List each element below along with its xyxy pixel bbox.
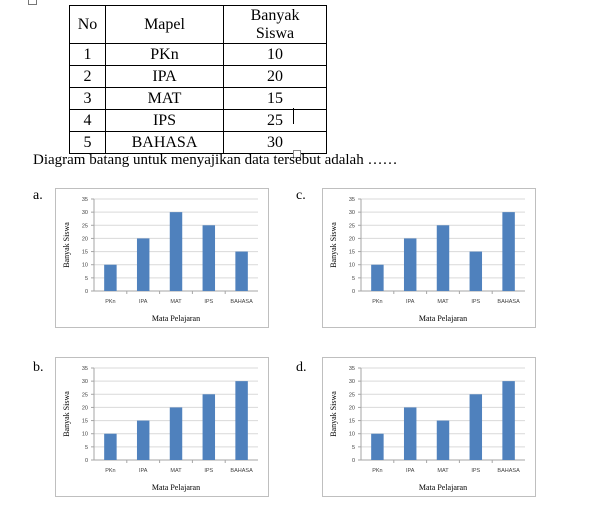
y-tick-label: 5 (351, 275, 355, 282)
bar-bahasa (235, 381, 247, 460)
bar-chart-svg (323, 189, 535, 327)
x-tick-label: BAHASA (497, 299, 520, 305)
y-tick-label: 25 (348, 223, 355, 230)
y-tick-label: 20 (81, 236, 88, 243)
y-tick-label: 35 (348, 197, 355, 203)
x-tick-label: IPA (405, 299, 415, 305)
x-tick-label: IPS (471, 468, 481, 474)
y-axis-title: Banyak Siswa (62, 391, 71, 437)
cell-no: 4 (70, 110, 106, 132)
cell-mapel: IPS (106, 110, 224, 132)
y-tick-label: 15 (81, 249, 88, 256)
bar-ipa (137, 238, 149, 291)
y-tick-label: 30 (348, 210, 355, 217)
y-tick-label: 15 (348, 249, 355, 256)
bar-mat (170, 212, 182, 291)
y-axis-title: Banyak Siswa (329, 391, 338, 437)
bar-ips (203, 225, 215, 291)
header-banyak-line2: Siswa (255, 24, 295, 42)
bar-pkn (371, 434, 383, 460)
x-tick-label: IPS (471, 299, 481, 305)
bar-chart-svg (56, 358, 268, 496)
chart-option-d[interactable] (322, 357, 536, 497)
y-tick-label: 10 (81, 431, 88, 438)
y-tick-label: 25 (81, 223, 88, 230)
cell-mapel: PKn (106, 44, 224, 66)
bar-ips (203, 394, 215, 460)
y-tick-label: 25 (81, 392, 88, 399)
y-tick-label: 0 (84, 458, 88, 464)
y-tick-label: 25 (348, 392, 355, 399)
y-tick-label: 5 (351, 444, 355, 451)
header-banyak-siswa (224, 6, 327, 44)
y-tick-label: 10 (81, 262, 88, 269)
x-tick-label: BAHASA (230, 299, 253, 305)
chart-option-a[interactable] (55, 188, 269, 328)
cell-banyak: 15 (224, 88, 327, 110)
y-tick-label: 20 (348, 405, 355, 412)
x-tick-label: MAT (437, 299, 449, 305)
option-c-label[interactable]: c. (296, 188, 306, 203)
text-cursor (293, 108, 294, 124)
bar-bahasa (502, 381, 514, 460)
x-axis-title: Mata Pelajaran (418, 314, 468, 323)
bar-ips (470, 252, 482, 291)
x-tick-label: MAT (170, 468, 182, 474)
option-d-label[interactable]: d. (296, 360, 307, 375)
header-banyak-line1: Banyak (250, 6, 300, 24)
bar-mat (437, 225, 449, 291)
y-tick-label: 30 (348, 379, 355, 386)
cut-off-text-line (44, 0, 254, 1)
y-tick-label: 15 (348, 418, 355, 425)
x-tick-label: PKn (372, 468, 383, 474)
bar-bahasa (235, 252, 247, 291)
y-axis-title: Banyak Siswa (329, 222, 338, 268)
bar-pkn (371, 265, 383, 291)
x-tick-label: PKn (372, 299, 383, 305)
cell-banyak: 10 (224, 44, 327, 66)
bar-pkn (104, 265, 116, 291)
chart-option-b[interactable] (55, 357, 269, 497)
bar-ipa (404, 407, 416, 460)
table-row (70, 88, 327, 110)
cell-mapel: IPA (106, 66, 224, 88)
cell-no: 3 (70, 88, 106, 110)
y-tick-label: 5 (84, 275, 88, 282)
x-axis-title: Mata Pelajaran (418, 483, 468, 492)
y-tick-label: 35 (81, 366, 88, 372)
x-tick-label: IPS (204, 468, 214, 474)
y-tick-label: 35 (81, 197, 88, 203)
cell-mapel: MAT (106, 88, 224, 110)
x-tick-label: PKn (105, 299, 116, 305)
bar-chart-svg (56, 189, 268, 327)
y-tick-label: 10 (348, 262, 355, 269)
table-row (70, 132, 327, 154)
x-axis-title: Mata Pelajaran (151, 314, 201, 323)
y-tick-label: 0 (351, 458, 355, 464)
bar-ipa (404, 238, 416, 291)
y-tick-label: 10 (348, 431, 355, 438)
option-a-label[interactable]: a. (33, 188, 43, 203)
header-no: No (70, 6, 106, 44)
bar-ips (470, 394, 482, 460)
y-tick-label: 30 (81, 379, 88, 386)
bar-bahasa (502, 212, 514, 291)
cell-banyak: 30 (224, 132, 327, 154)
cell-banyak: 25 (224, 110, 327, 132)
x-tick-label: IPA (138, 468, 148, 474)
option-b-label[interactable]: b. (33, 360, 44, 375)
x-tick-label: IPA (405, 468, 415, 474)
table-row (70, 110, 327, 132)
y-tick-label: 30 (81, 210, 88, 217)
y-tick-label: 15 (81, 418, 88, 425)
cell-no: 2 (70, 66, 106, 88)
cell-mapel: BAHASA (106, 132, 224, 154)
bar-ipa (137, 421, 149, 460)
chart-option-c[interactable] (322, 188, 536, 328)
y-tick-label: 0 (351, 289, 355, 295)
table-move-handle-icon[interactable] (28, 0, 37, 5)
cell-no: 5 (70, 132, 106, 154)
x-axis-title: Mata Pelajaran (151, 483, 201, 492)
table-row (70, 44, 327, 66)
x-tick-label: MAT (170, 299, 182, 305)
table-header-row (70, 6, 327, 44)
question-text: Diagram batang untuk menyajikan data tersebut adalah …… (33, 152, 398, 168)
x-tick-label: IPS (204, 299, 214, 305)
x-tick-label: BAHASA (497, 468, 520, 474)
y-tick-label: 20 (348, 236, 355, 243)
bar-mat (437, 421, 449, 460)
y-axis-title: Banyak Siswa (62, 222, 71, 268)
x-tick-label: MAT (437, 468, 449, 474)
table-row (70, 66, 327, 88)
cell-no: 1 (70, 44, 106, 66)
x-tick-label: PKn (105, 468, 116, 474)
x-tick-label: IPA (138, 299, 148, 305)
header-mapel: Mapel (106, 6, 224, 44)
cell-banyak: 20 (224, 66, 327, 88)
bar-mat (170, 407, 182, 460)
y-tick-label: 35 (348, 366, 355, 372)
data-table (69, 5, 327, 154)
y-tick-label: 5 (84, 444, 88, 451)
y-tick-label: 0 (84, 289, 88, 295)
y-tick-label: 20 (81, 405, 88, 412)
bar-chart-svg (323, 358, 535, 496)
bar-pkn (104, 434, 116, 460)
x-tick-label: BAHASA (230, 468, 253, 474)
